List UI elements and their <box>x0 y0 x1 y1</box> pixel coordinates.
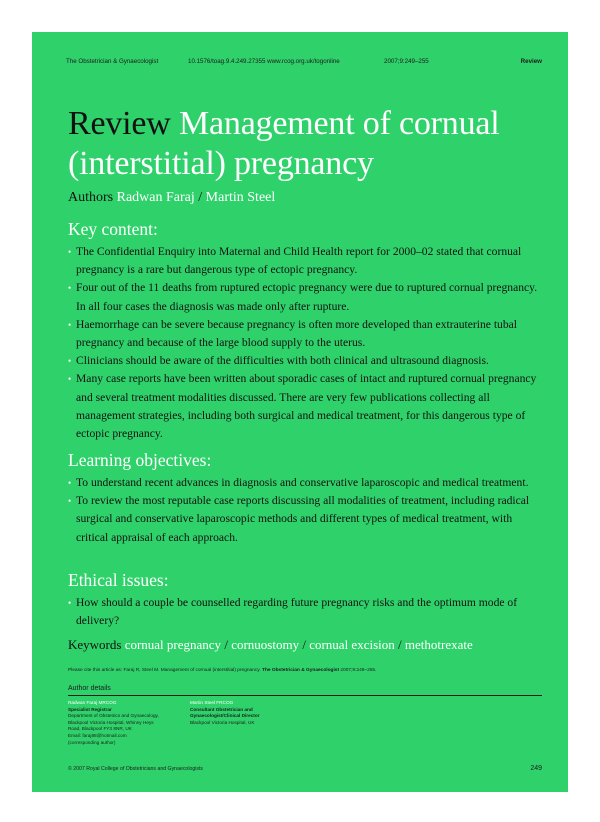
keyword[interactable]: cornual excision <box>309 637 395 652</box>
article-title <box>68 104 548 184</box>
list-item-text: Many case reports have been written about sporadic cases of intact and ruptured cornual pregnancy and several treatment modalities discussed. There are very few publications collecting all management strategies, including both surgical and medical treatment, for this dangerous type of ectopic pregnancy. <box>76 372 537 441</box>
author-details-right <box>190 700 310 726</box>
learning-objectives-heading: Learning objectives: <box>68 450 212 470</box>
list-item <box>68 492 542 547</box>
author-detail-name: Radwan Faraj MRCOG <box>68 700 117 705</box>
author-detail-name: Martin Steel FRCOG <box>190 700 234 705</box>
header-doi-link[interactable]: 10.1576/toag.9.4.249.27355 www.rcog.org.uk/togonline <box>188 58 340 65</box>
title-main-line2: (interstitial) pregnancy <box>68 145 374 182</box>
list-item <box>68 279 542 315</box>
bullet-icon: • <box>68 478 72 488</box>
list-item-text: The Confidential Enquiry into Maternal and Child Health report for 2000–02 stated that cornual pregnancy is a rare but dangerous type of ectopic pregnancy. <box>76 245 522 277</box>
bullet-icon: • <box>68 283 72 294</box>
header-pages: 2007;9:249–255 <box>384 58 429 65</box>
keyword-separator: / <box>398 637 402 652</box>
list-item-text: Haemorrhage can be severe because pregnancy is often more developed than extrauterine tubal pregnancy and because of the large blood supply to the uterus. <box>76 317 517 350</box>
list-item-text: To review the most reputable case reports discussing all modalities of treatment, including radical surgical and conservative laparoscopic methods and different types of medical treatment, with critical appraisal of each approach. <box>76 494 530 544</box>
author-detail-line: Blackpool Victoria Hospital, Whinny Heys <box>68 719 154 725</box>
header-section: Review <box>520 58 542 65</box>
running-header <box>66 58 542 68</box>
list-item <box>68 474 542 492</box>
list-item-text: Clinicians should be aware of the difficulties with both clinical and ultrasound diagnosis. <box>76 354 489 368</box>
learning-objectives-list <box>68 474 542 547</box>
ethical-issues-heading: Ethical issues: <box>68 570 169 590</box>
bullet-icon: • <box>68 319 72 330</box>
list-item <box>68 594 542 630</box>
keywords-label: Keywords <box>68 637 122 652</box>
author-detail-line: Road, Blackpool FY3 8NR, UK <box>68 726 132 732</box>
citation-prefix: Please cite this article as: Faraj R, Steel M. Management of cornual (interstitial) pregnancy. <box>68 668 261 673</box>
author-detail-line: Blackpool Victoria Hospital, UK <box>190 719 255 725</box>
author-details-left <box>68 700 188 746</box>
list-item-text: How should a couple be counselled regarding future pregnancy risks and the optimum mode of delivery? <box>76 596 518 628</box>
list-item <box>68 243 542 279</box>
keyword-separator: / <box>224 637 228 652</box>
keyword[interactable]: cornuostomy <box>231 637 300 652</box>
title-kicker: Review <box>68 105 171 142</box>
author-name[interactable]: Radwan Faraj <box>116 190 195 205</box>
author-detail-role: Gynaecologist/Clinical Director <box>190 713 260 719</box>
bullet-icon: • <box>68 496 72 507</box>
keyword-separator: / <box>302 637 306 652</box>
page-number: 249 <box>530 765 542 772</box>
author-separator: / <box>198 190 203 205</box>
keyword[interactable]: methotrexate <box>404 637 473 652</box>
citation-line <box>68 668 548 673</box>
header-journal: The Obstetrician & Gynaecologist <box>66 58 159 65</box>
list-item <box>68 316 542 352</box>
page-footer <box>68 766 542 774</box>
key-content-list <box>68 243 542 443</box>
article-page <box>32 32 568 792</box>
author-detail-line: Department of Obstetrics and Gynaecology, <box>68 713 159 719</box>
author-detail-line: (corresponding author) <box>68 739 116 745</box>
keyword[interactable]: cornual pregnancy <box>124 637 222 652</box>
author-name[interactable]: Martin Steel <box>205 190 276 205</box>
bullet-icon: • <box>68 374 72 385</box>
list-item-text: Four out of the 11 deaths from ruptured ectopic pregnancy were due to ruptured cornual pregnancy. In all four cases the diagnosis was made only after rupture. <box>76 281 538 313</box>
title-main-line1: Management of cornual <box>178 105 500 142</box>
ethical-issues-list <box>68 594 542 630</box>
author-details-divider <box>68 695 542 696</box>
bullet-icon: • <box>68 247 72 257</box>
author-detail-role: Consultant Obstetrician and <box>190 706 253 712</box>
bullet-icon: • <box>68 598 72 608</box>
author-detail-role: Specialist Registrar <box>68 706 112 712</box>
citation-suffix: 2007;9:249–255. <box>340 668 377 673</box>
citation-journal: The Obstetrician & Gynaecologist <box>262 668 340 673</box>
copyright-notice: © 2007 Royal College of Obstetricians and Gynaecologists <box>68 766 204 772</box>
author-details-heading: Author details <box>68 685 111 692</box>
author-email-link[interactable]: Email: faraj88@hotmail.com <box>68 732 127 738</box>
bullet-icon: • <box>68 356 72 367</box>
list-item <box>68 352 542 370</box>
list-item <box>68 370 542 443</box>
keywords-line <box>68 637 473 653</box>
key-content-heading: Key content: <box>68 219 158 239</box>
author-line <box>68 190 275 206</box>
list-item-text: To understand recent advances in diagnosis and conservative laparoscopic and medical treatment. <box>76 476 529 489</box>
authors-label: Authors <box>68 190 114 205</box>
